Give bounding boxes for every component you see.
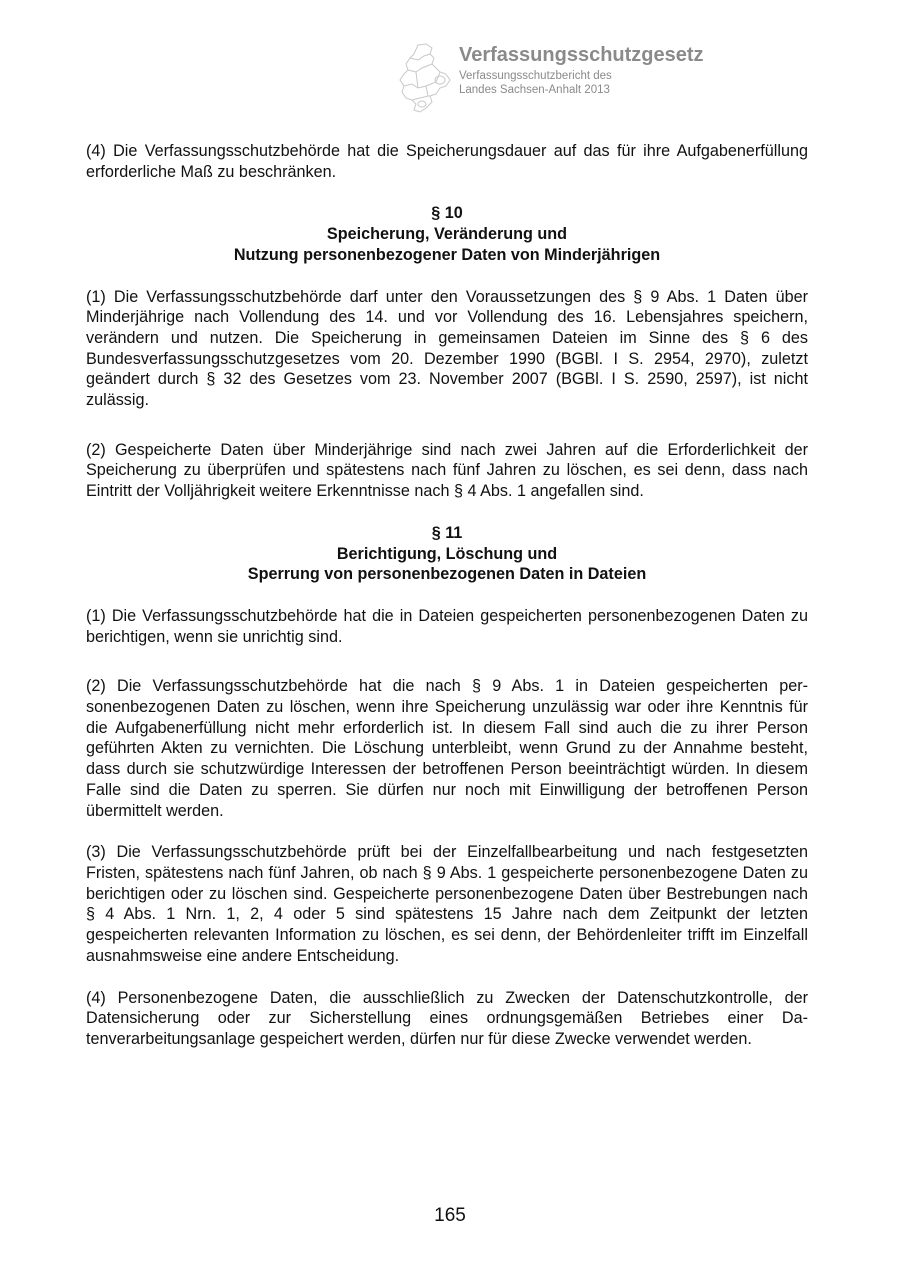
section-10 <box>86 203 808 501</box>
paragraph: (1) Die Verfassungsschutzbehörde hat die in Dateien gespeicherten personenbezogenen Daten zu berichtigen, wenn sie unrichtig sind. <box>86 606 808 646</box>
header-subtitle-line1: Verfassungsschutzbericht des <box>459 70 612 82</box>
section-number: § 10 <box>431 204 463 223</box>
section-number: § 11 <box>431 523 463 542</box>
section-title-line1: Speicherung, Veränderung und <box>326 225 568 244</box>
document-body <box>86 141 808 1050</box>
section-title-line1: Berichtigung, Löschung und <box>336 544 558 563</box>
paragraph: (2) Gespeicherte Daten über Minderjährige sind nach zwei Jahren auf die Erforderlichkeit der Speicherung zu überprüfen und spätestens nach fünf Jahren zu löschen, es sei denn, dass nach Eintritt der Volljährigkeit weitere Erkenntnisse nach § 4 Abs. 1 angefallen sind. <box>86 440 808 501</box>
page-number: 165 <box>434 1205 466 1226</box>
paragraph: (2) Die Verfassungsschutzbehörde hat die nach § 9 Abs. 1 in Dateien gespeicherten personenbezogenen Daten zu löschen, wenn ihre Speicherung unzulässig war oder ihre Kenntnis für die Aufgabenerfüllung nicht mehr erforderlich ist. In diesem Fall sind auch die zu ihrer Person geführten Akten zu vernichten. Die Löschung unterbleibt, wenn Grund zu der Annahme besteht, dass durch sie schutzwürdige Interessen der betroffenen Person beeinträchtigt würden. In diesem Falle sind die Daten zu sperren. Sie dürfen nur noch mit Einwilligung der betroffenen Person übermittelt werden. <box>86 677 808 820</box>
intro-paragraph: (4) Die Verfassungsschutzbehörde hat die Speicherungsdauer auf das für ihre Aufgabenerfüllung erforderliche Maß zu beschränken. <box>86 142 808 181</box>
header-subtitle <box>459 69 612 97</box>
section-11 <box>86 523 808 1050</box>
paragraph: (1) Die Verfassungsschutzbehörde darf unter den Voraussetzungen des § 9 Abs. 1 Daten über Minderjährige nach Vollendung des 14. und vor Vollendung des 16. Lebensjahres speichern, verändern und nutzen. Die Speicherung in gemeinsamen Dateien im Sinne des § 6 des Bundesverfassungsschutzgesetzes vom 20. Dezember 1990 (BGBl. I S. 2954, 2970), zuletzt geändert durch § 32 des Gesetzes vom 23. November 2007 (BGBl. I S. 2590, 2597), ist nicht zulässig. <box>86 287 808 410</box>
page-header <box>396 42 736 117</box>
section-title-line2: Sperrung von personenbezogenen Daten in Dateien <box>247 565 647 584</box>
saxony-anhalt-map-icon <box>396 42 456 114</box>
paragraph: (3) Die Verfassungsschutzbehörde prüft bei der Einzelfallbearbeitung und nach festgesetzten Fristen, spätestens nach fünf Jahren, ob nach § 9 Abs. 1 gespeicherte personenbezogene Daten zu berichtigen oder zu löschen sind. Gespeicherte personenbezogene Daten über Bestrebungen nach § 4 Abs. 1 Nrn. 1, 2, 4 oder 5 sind spätestens 15 Jahre nach dem Zeitpunkt der letzten gespeicherten relevanten Information zu löschen, es sei denn, der Behördenleiter trifft im Einzelfall ausnahmsweise eine andere Entscheidung. <box>86 843 808 965</box>
header-title: Verfassungsschutzgesetz <box>459 44 704 66</box>
section-title-line2: Nutzung personenbezogener Daten von Minderjährigen <box>233 245 661 264</box>
paragraph: (4) Personenbezogene Daten, die ausschließlich zu Zwecken der Datenschutzkontrolle, der Datensicherung oder zur Sicherstellung eines ordnungsgemäßen Betriebes einer Datenverarbeitungsanlage gespeichert werden, dürfen nur für diese Zwecke verwendet werden. <box>86 988 808 1048</box>
header-subtitle-line2: Landes Sachsen-Anhalt 2013 <box>459 84 610 96</box>
